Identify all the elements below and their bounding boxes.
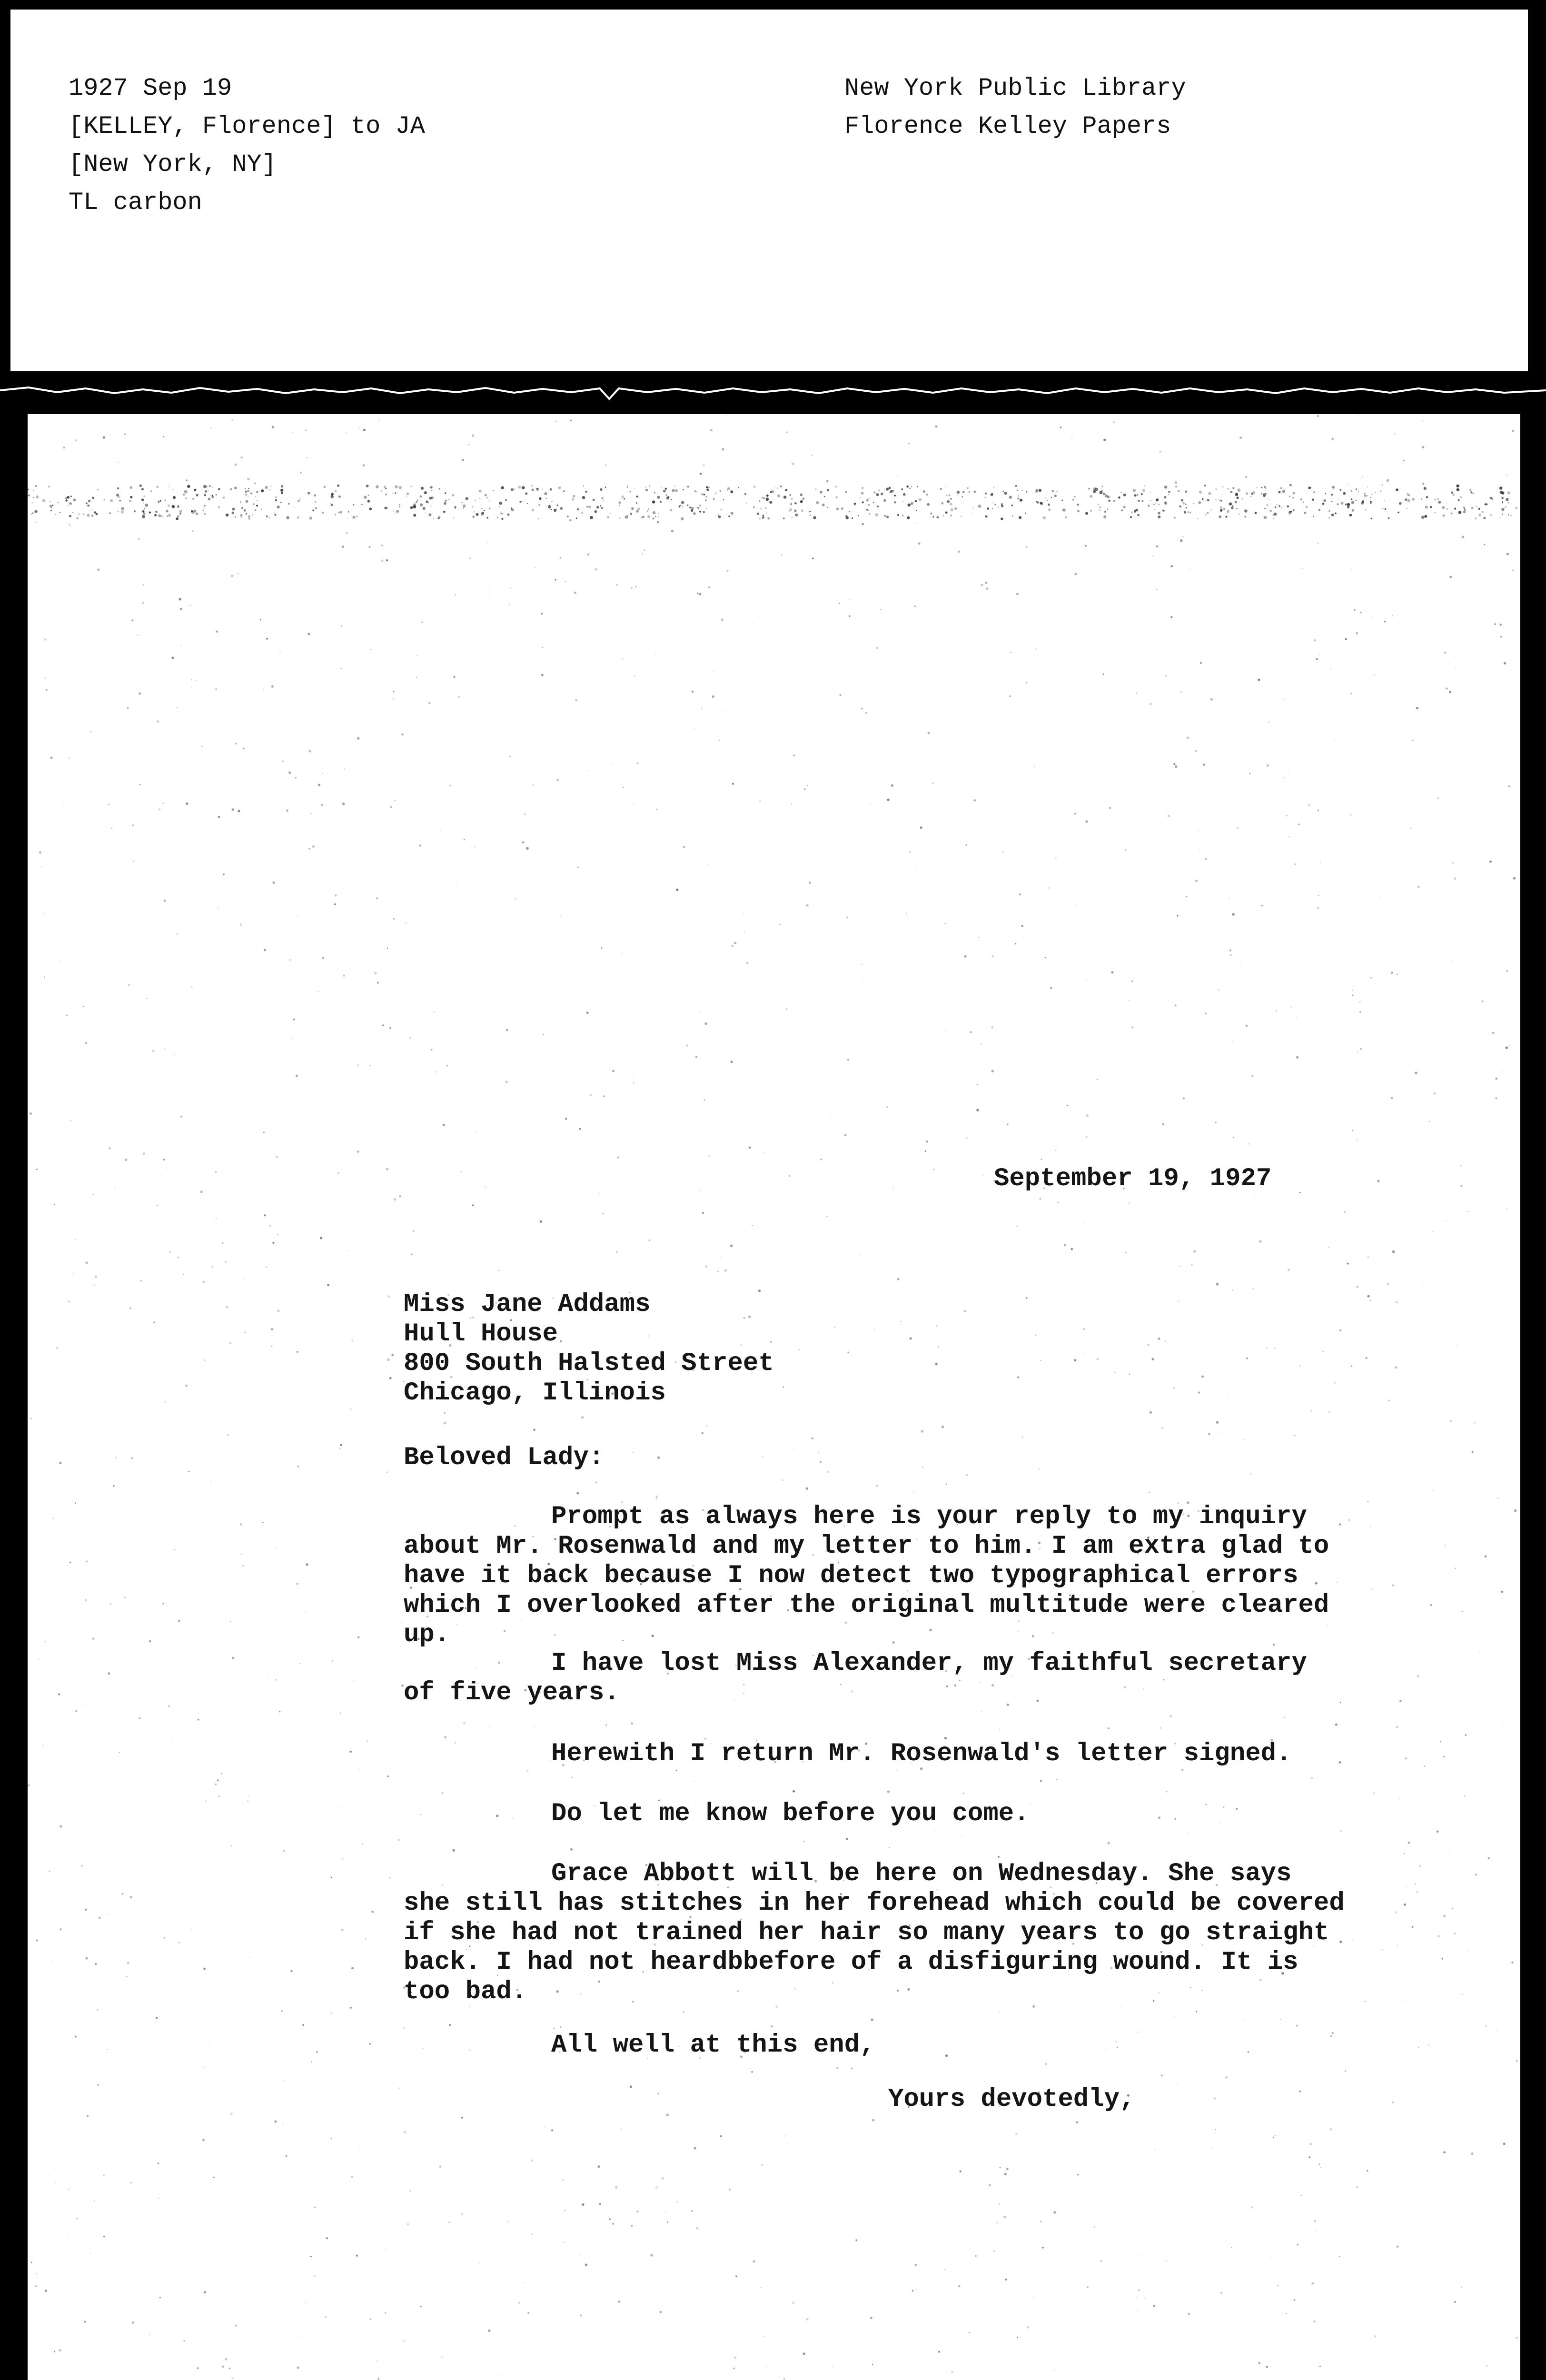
paragraph-text: Grace Abbott will be here on Wednesday. She says she still has stitches in her forehead which could be covered if she had not trained her hair so many years to go straight back. I had not heardbbefore of a disfiguring wound. It is too bad. <box>404 1859 1345 2006</box>
letter-date: September 19, 1927 <box>994 1164 1272 1193</box>
carbon-copy-speckle-texture <box>28 414 1520 2380</box>
paragraph-text: I have lost Miss Alexander, my faithful secretary of five years. <box>404 1649 1307 1707</box>
paragraph-text: Prompt as always here is your reply to my inquiry about Mr. Rosenwald and my letter to him. I am extra glad to have it back because I now detect two typographical errors which I overlooked after the original multitude were cleared up. <box>404 1502 1329 1649</box>
letter-paragraph <box>404 1739 1351 1769</box>
archive-header-slip <box>10 10 1528 381</box>
recipient-address <box>404 1290 774 1408</box>
metadata-format: TL carbon <box>69 188 202 217</box>
address-line: Hull House <box>404 1319 558 1349</box>
salutation: Beloved Lady: <box>404 1443 605 1472</box>
closing-line: All well at this end, <box>551 2031 875 2060</box>
metadata-repository: New York Public Library <box>844 74 1186 102</box>
letter-paragraph <box>404 1859 1351 2007</box>
archive-metadata-left <box>69 69 425 222</box>
metadata-collection: Florence Kelley Papers <box>844 112 1171 140</box>
address-line: 800 South Halsted Street <box>404 1349 774 1378</box>
paragraph-text: Do let me know before you come. <box>551 1799 1030 1828</box>
metadata-date: 1927 Sep 19 <box>69 74 232 102</box>
torn-paper-edge <box>0 371 1546 414</box>
letter-paragraph <box>404 1649 1351 1708</box>
letter-paragraph <box>404 1502 1351 1650</box>
address-line: Miss Jane Addams <box>404 1290 651 1319</box>
paragraph-text: Herewith I return Mr. Rosenwald's letter signed. <box>551 1739 1292 1768</box>
archive-metadata-right <box>844 69 1186 146</box>
address-line: Chicago, Illinois <box>404 1378 666 1408</box>
metadata-correspondents: [KELLEY, Florence] to JA <box>69 112 425 140</box>
letter-paragraph <box>404 1799 1351 1829</box>
letter-page <box>28 414 1520 2380</box>
signoff: Yours devotedly, <box>888 2085 1135 2114</box>
metadata-place: [New York, NY] <box>69 150 277 178</box>
